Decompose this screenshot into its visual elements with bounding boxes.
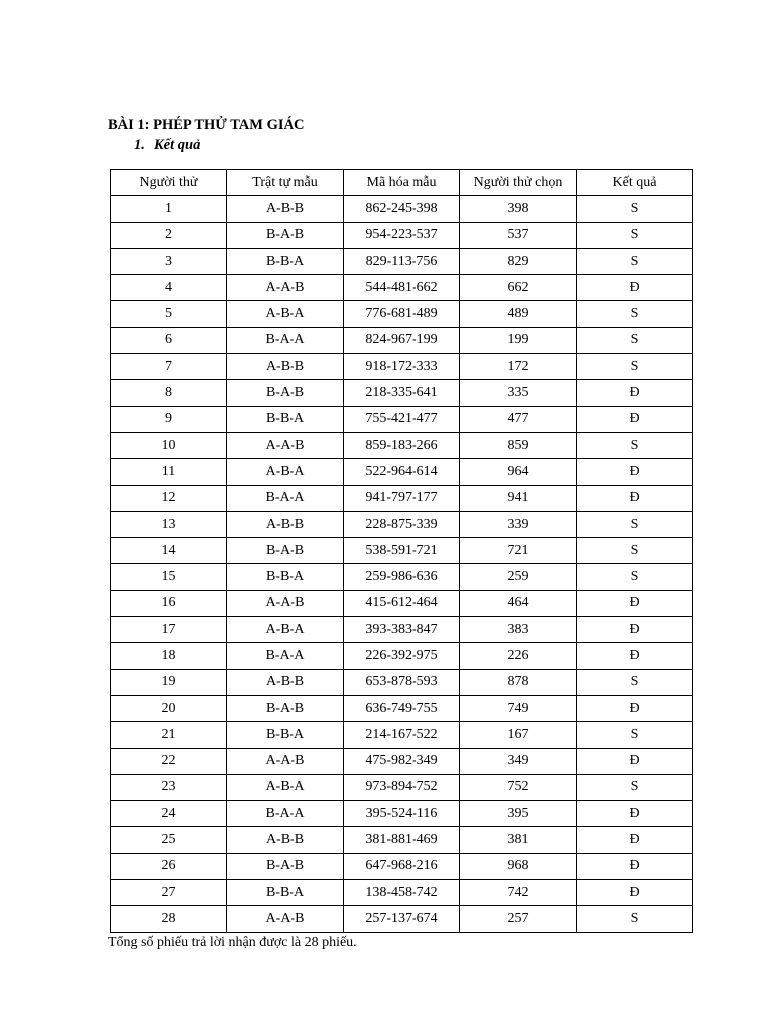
cell-result: Đ xyxy=(577,643,693,669)
table-row xyxy=(111,827,693,853)
cell-chosen: 742 xyxy=(460,880,577,906)
header-trat-tu-mau: Trật tự mẫu xyxy=(227,170,344,196)
cell-sample-codes: 475-982-349 xyxy=(344,748,460,774)
cell-sample-order: A-B-B xyxy=(227,511,344,537)
table-row xyxy=(111,301,693,327)
cell-sample-codes: 755-421-477 xyxy=(344,406,460,432)
cell-tester: 19 xyxy=(111,669,227,695)
section-heading xyxy=(134,137,200,154)
cell-chosen: 537 xyxy=(460,222,577,248)
cell-sample-codes: 636-749-755 xyxy=(344,695,460,721)
cell-sample-codes: 415-612-464 xyxy=(344,590,460,616)
cell-sample-order: B-B-A xyxy=(227,406,344,432)
cell-tester: 28 xyxy=(111,906,227,932)
cell-sample-order: B-B-A xyxy=(227,722,344,748)
cell-chosen: 381 xyxy=(460,827,577,853)
cell-sample-codes: 776-681-489 xyxy=(344,301,460,327)
cell-result: S xyxy=(577,248,693,274)
cell-sample-codes: 259-986-636 xyxy=(344,564,460,590)
table-row xyxy=(111,196,693,222)
cell-chosen: 335 xyxy=(460,380,577,406)
cell-sample-codes: 226-392-975 xyxy=(344,643,460,669)
cell-result: S xyxy=(577,354,693,380)
cell-sample-order: A-B-B xyxy=(227,827,344,853)
cell-sample-codes: 941-797-177 xyxy=(344,485,460,511)
cell-sample-codes: 824-967-199 xyxy=(344,327,460,353)
table-row xyxy=(111,380,693,406)
cell-tester: 26 xyxy=(111,853,227,879)
cell-chosen: 829 xyxy=(460,248,577,274)
cell-result: Đ xyxy=(577,801,693,827)
cell-chosen: 721 xyxy=(460,538,577,564)
cell-chosen: 477 xyxy=(460,406,577,432)
cell-result: S xyxy=(577,196,693,222)
header-nguoi-thu: Người thử xyxy=(111,170,227,196)
cell-chosen: 749 xyxy=(460,695,577,721)
cell-sample-order: A-B-A xyxy=(227,459,344,485)
cell-tester: 14 xyxy=(111,538,227,564)
cell-tester: 9 xyxy=(111,406,227,432)
cell-result: S xyxy=(577,301,693,327)
cell-result: Đ xyxy=(577,853,693,879)
table-row xyxy=(111,669,693,695)
cell-tester: 13 xyxy=(111,511,227,537)
cell-sample-order: B-A-B xyxy=(227,538,344,564)
table-row xyxy=(111,617,693,643)
cell-sample-codes: 393-383-847 xyxy=(344,617,460,643)
cell-tester: 11 xyxy=(111,459,227,485)
cell-result: Đ xyxy=(577,459,693,485)
cell-chosen: 464 xyxy=(460,590,577,616)
table-row xyxy=(111,643,693,669)
cell-result: S xyxy=(577,722,693,748)
cell-sample-order: A-B-A xyxy=(227,301,344,327)
table-row xyxy=(111,275,693,301)
cell-sample-codes: 859-183-266 xyxy=(344,432,460,458)
cell-chosen: 257 xyxy=(460,906,577,932)
cell-sample-codes: 218-335-641 xyxy=(344,380,460,406)
table-row xyxy=(111,248,693,274)
cell-tester: 10 xyxy=(111,432,227,458)
cell-chosen: 167 xyxy=(460,722,577,748)
cell-sample-order: B-A-A xyxy=(227,327,344,353)
cell-tester: 7 xyxy=(111,354,227,380)
cell-result: S xyxy=(577,538,693,564)
cell-tester: 6 xyxy=(111,327,227,353)
cell-tester: 18 xyxy=(111,643,227,669)
cell-tester: 5 xyxy=(111,301,227,327)
cell-chosen: 489 xyxy=(460,301,577,327)
table-row xyxy=(111,801,693,827)
cell-tester: 23 xyxy=(111,774,227,800)
header-nguoi-thu-chon: Người thử chọn xyxy=(460,170,577,196)
cell-sample-codes: 954-223-537 xyxy=(344,222,460,248)
table-row xyxy=(111,222,693,248)
cell-chosen: 964 xyxy=(460,459,577,485)
cell-tester: 1 xyxy=(111,196,227,222)
cell-chosen: 199 xyxy=(460,327,577,353)
header-ma-hoa-mau: Mã hóa mẫu xyxy=(344,170,460,196)
cell-sample-codes: 647-968-216 xyxy=(344,853,460,879)
cell-sample-codes: 544-481-662 xyxy=(344,275,460,301)
cell-sample-order: B-A-A xyxy=(227,643,344,669)
cell-tester: 21 xyxy=(111,722,227,748)
cell-sample-order: B-B-A xyxy=(227,564,344,590)
cell-sample-order: A-A-B xyxy=(227,906,344,932)
cell-chosen: 859 xyxy=(460,432,577,458)
cell-sample-codes: 973-894-752 xyxy=(344,774,460,800)
cell-result: Đ xyxy=(577,275,693,301)
table-row xyxy=(111,880,693,906)
cell-result: Đ xyxy=(577,880,693,906)
header-ket-qua: Kết quả xyxy=(577,170,693,196)
footer-note: Tổng số phiếu trả lời nhận được là 28 phiếu. xyxy=(108,935,357,950)
cell-result: S xyxy=(577,774,693,800)
cell-result: Đ xyxy=(577,590,693,616)
cell-result: S xyxy=(577,564,693,590)
table-row xyxy=(111,906,693,932)
cell-sample-order: B-B-A xyxy=(227,880,344,906)
cell-sample-codes: 829-113-756 xyxy=(344,248,460,274)
table-row xyxy=(111,354,693,380)
cell-sample-order: B-A-A xyxy=(227,801,344,827)
cell-chosen: 259 xyxy=(460,564,577,590)
table-row xyxy=(111,327,693,353)
table-row xyxy=(111,722,693,748)
cell-sample-order: A-A-B xyxy=(227,432,344,458)
table-row xyxy=(111,538,693,564)
cell-chosen: 383 xyxy=(460,617,577,643)
table-row xyxy=(111,485,693,511)
cell-chosen: 395 xyxy=(460,801,577,827)
cell-tester: 25 xyxy=(111,827,227,853)
table-row xyxy=(111,695,693,721)
cell-result: Đ xyxy=(577,695,693,721)
cell-tester: 16 xyxy=(111,590,227,616)
cell-chosen: 226 xyxy=(460,643,577,669)
table-row xyxy=(111,432,693,458)
cell-chosen: 968 xyxy=(460,853,577,879)
cell-sample-order: A-B-B xyxy=(227,196,344,222)
cell-tester: 3 xyxy=(111,248,227,274)
table-body xyxy=(111,196,693,932)
cell-tester: 2 xyxy=(111,222,227,248)
cell-result: S xyxy=(577,669,693,695)
cell-sample-codes: 918-172-333 xyxy=(344,354,460,380)
cell-sample-codes: 862-245-398 xyxy=(344,196,460,222)
table-row xyxy=(111,511,693,537)
cell-tester: 22 xyxy=(111,748,227,774)
cell-sample-order: B-A-B xyxy=(227,222,344,248)
cell-chosen: 878 xyxy=(460,669,577,695)
cell-sample-order: B-A-B xyxy=(227,853,344,879)
results-table xyxy=(110,169,693,933)
table-row xyxy=(111,853,693,879)
cell-chosen: 752 xyxy=(460,774,577,800)
section-number: 1. xyxy=(134,137,145,153)
cell-result: Đ xyxy=(577,827,693,853)
cell-result: Đ xyxy=(577,617,693,643)
cell-sample-codes: 138-458-742 xyxy=(344,880,460,906)
cell-tester: 24 xyxy=(111,801,227,827)
cell-sample-codes: 538-591-721 xyxy=(344,538,460,564)
cell-chosen: 941 xyxy=(460,485,577,511)
cell-sample-codes: 395-524-116 xyxy=(344,801,460,827)
cell-sample-codes: 257-137-674 xyxy=(344,906,460,932)
cell-chosen: 172 xyxy=(460,354,577,380)
cell-tester: 17 xyxy=(111,617,227,643)
cell-chosen: 339 xyxy=(460,511,577,537)
table-row xyxy=(111,564,693,590)
cell-result: Đ xyxy=(577,748,693,774)
cell-sample-order: B-A-A xyxy=(227,485,344,511)
table-row xyxy=(111,406,693,432)
cell-result: S xyxy=(577,327,693,353)
table-row xyxy=(111,459,693,485)
cell-sample-order: B-A-B xyxy=(227,380,344,406)
cell-sample-order: A-B-A xyxy=(227,617,344,643)
cell-sample-order: A-B-B xyxy=(227,354,344,380)
cell-sample-order: A-A-B xyxy=(227,275,344,301)
cell-tester: 15 xyxy=(111,564,227,590)
cell-sample-order: A-B-A xyxy=(227,774,344,800)
cell-chosen: 662 xyxy=(460,275,577,301)
table-row xyxy=(111,590,693,616)
cell-result: S xyxy=(577,511,693,537)
cell-result: S xyxy=(577,432,693,458)
cell-result: Đ xyxy=(577,485,693,511)
page-title: BÀI 1: PHÉP THỬ TAM GIÁC xyxy=(108,117,305,133)
table-row xyxy=(111,774,693,800)
table-row xyxy=(111,748,693,774)
cell-sample-codes: 522-964-614 xyxy=(344,459,460,485)
cell-result: S xyxy=(577,906,693,932)
cell-tester: 4 xyxy=(111,275,227,301)
cell-sample-order: B-A-B xyxy=(227,695,344,721)
cell-sample-codes: 653-878-593 xyxy=(344,669,460,695)
cell-result: S xyxy=(577,222,693,248)
cell-sample-order: A-A-B xyxy=(227,590,344,616)
cell-tester: 27 xyxy=(111,880,227,906)
cell-sample-codes: 381-881-469 xyxy=(344,827,460,853)
cell-sample-codes: 228-875-339 xyxy=(344,511,460,537)
cell-sample-order: A-A-B xyxy=(227,748,344,774)
cell-tester: 8 xyxy=(111,380,227,406)
cell-sample-order: A-B-B xyxy=(227,669,344,695)
section-label: Kết quả xyxy=(154,137,201,153)
cell-sample-order: B-B-A xyxy=(227,248,344,274)
cell-sample-codes: 214-167-522 xyxy=(344,722,460,748)
cell-chosen: 398 xyxy=(460,196,577,222)
cell-chosen: 349 xyxy=(460,748,577,774)
cell-result: Đ xyxy=(577,380,693,406)
table-header-row xyxy=(111,170,693,196)
cell-tester: 12 xyxy=(111,485,227,511)
cell-tester: 20 xyxy=(111,695,227,721)
cell-result: Đ xyxy=(577,406,693,432)
